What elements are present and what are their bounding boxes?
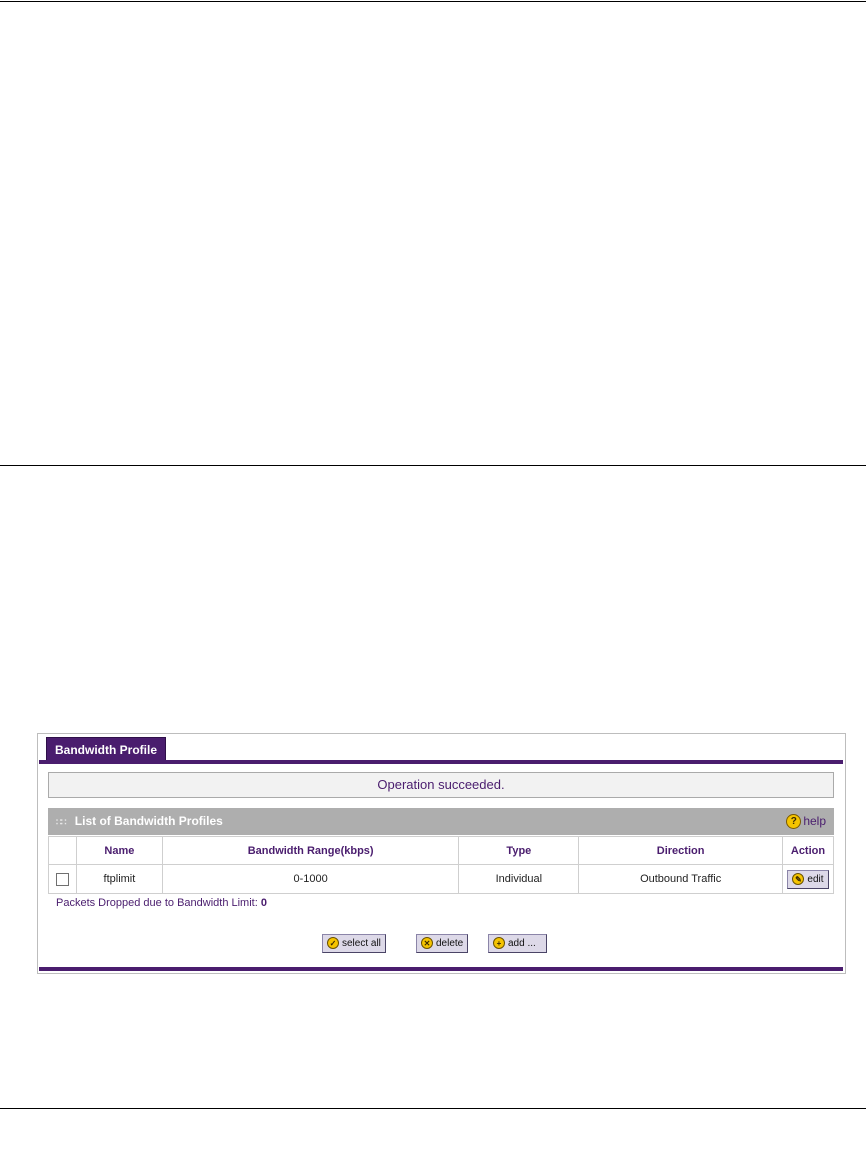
pencil-icon: ✎ bbox=[792, 873, 804, 885]
help-link[interactable] bbox=[786, 808, 826, 835]
status-message: Operation succeeded. bbox=[48, 772, 834, 798]
cell-direction: Outbound Traffic bbox=[579, 865, 783, 894]
table-header-row bbox=[49, 837, 834, 865]
column-header-direction: Direction bbox=[579, 837, 783, 865]
cell-action bbox=[782, 865, 833, 894]
bandwidth-profiles-table bbox=[48, 836, 834, 894]
grip-icon: ∷∷ bbox=[56, 817, 66, 827]
x-icon: ✕ bbox=[421, 937, 433, 949]
column-header-bandwidth-range: Bandwidth Range(kbps) bbox=[162, 837, 459, 865]
column-header-type: Type bbox=[459, 837, 579, 865]
delete-wrapper bbox=[416, 933, 468, 953]
plus-icon: + bbox=[493, 937, 505, 949]
packets-dropped-label: Packets Dropped due to Bandwidth Limit: bbox=[56, 897, 258, 909]
bottom-rule bbox=[0, 1108, 866, 1109]
column-header-action: Action bbox=[782, 837, 833, 865]
packets-dropped-value: 0 bbox=[260, 897, 267, 909]
column-header-select bbox=[49, 837, 77, 865]
table-row bbox=[49, 865, 834, 894]
help-icon: ? bbox=[786, 814, 801, 829]
select-all-wrapper bbox=[322, 933, 386, 953]
packets-dropped bbox=[56, 897, 267, 909]
cell-type: Individual bbox=[459, 865, 579, 894]
section-title: List of Bandwidth Profiles bbox=[74, 814, 223, 828]
middle-rule bbox=[0, 465, 866, 466]
delete-button[interactable] bbox=[416, 934, 468, 953]
add-button[interactable] bbox=[488, 934, 547, 953]
select-all-label: select all bbox=[342, 937, 381, 949]
add-wrapper bbox=[488, 933, 547, 953]
top-rule bbox=[0, 1, 866, 2]
section-header bbox=[48, 808, 834, 835]
cell-bandwidth-range: 0-1000 bbox=[162, 865, 459, 894]
add-label: add ... bbox=[508, 937, 536, 949]
edit-label: edit bbox=[807, 873, 824, 885]
checkmark-icon: ✓ bbox=[327, 937, 339, 949]
row-checkbox[interactable] bbox=[56, 873, 69, 886]
tab-underline bbox=[39, 760, 843, 764]
edit-button[interactable] bbox=[787, 870, 828, 889]
help-label: help bbox=[803, 814, 826, 828]
column-header-name: Name bbox=[76, 837, 162, 865]
row-checkbox-cell bbox=[49, 865, 77, 894]
tab-bandwidth-profile[interactable]: Bandwidth Profile bbox=[46, 737, 166, 761]
select-all-button[interactable] bbox=[322, 934, 386, 953]
panel-bottom-border bbox=[39, 967, 843, 971]
delete-label: delete bbox=[436, 937, 464, 949]
cell-name: ftplimit bbox=[76, 865, 162, 894]
